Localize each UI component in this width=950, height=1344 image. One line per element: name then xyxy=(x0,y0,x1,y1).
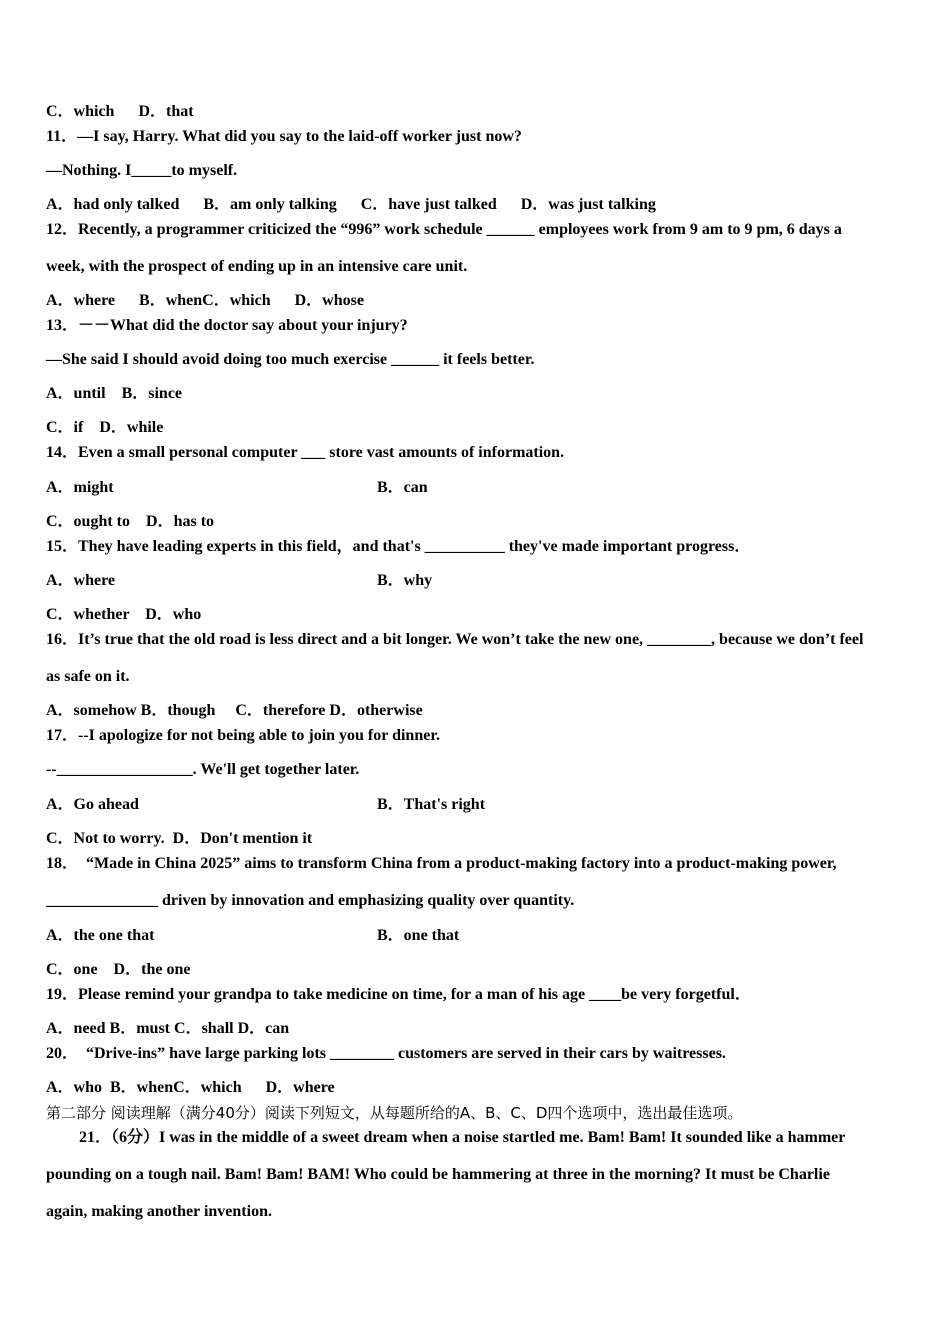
q13-options-cd: C．if D．while xyxy=(46,419,164,436)
q13-options-ab: A．until B．since xyxy=(46,385,183,402)
q16-question-cont: as safe on it. xyxy=(46,668,130,685)
q11-answer-line: —Nothing. I_____to myself. xyxy=(46,162,238,179)
q18-option-a: A．the one that xyxy=(46,927,155,944)
q16-question: 16．It’s true that the old road is less direct and a bit longer. We won’t take the new one, ________, because we don’t feel xyxy=(46,631,864,648)
q15-options-cd: C．whether D．who xyxy=(46,606,202,623)
q18-option-b: B．one that xyxy=(377,927,460,944)
q17-option-b: B．That's right xyxy=(377,796,486,813)
q19-question: 19．Please remind your grandpa to take medicine on time, for a man of his age ____be very forgetful． xyxy=(46,986,751,1003)
q12-question: 12．Recently, a programmer criticized the “996” work schedule ______ employees work from 9 am to 9 pm, 6 days a xyxy=(46,221,842,238)
q15-option-b: B．why xyxy=(377,572,433,589)
q15-question: 15．They have leading experts in this field，and that's __________ they've made important progress． xyxy=(46,538,751,555)
q10-options-cd: C．which D．that xyxy=(46,103,194,120)
q14-options-cd: C．ought to D．has to xyxy=(46,513,215,530)
q20-question: 20． “Drive-ins” have large parking lots ________ customers are served in their cars by waitresses. xyxy=(46,1045,726,1062)
q13-answer-line: —She said I should avoid doing too much exercise ______ it feels better. xyxy=(46,351,535,368)
q11-options: A．had only talked B．am only talking C．have just talked D．was just talking xyxy=(46,196,656,213)
q12-options: A．where B．whenC．which D．whose xyxy=(46,292,364,309)
q13-question: 13．－－What did the doctor say about your injury? xyxy=(46,317,408,334)
passage-line: again, making another invention. xyxy=(46,1203,272,1220)
q18-question: 18． “Made in China 2025” aims to transform China from a product-making factory into a product-making power, xyxy=(46,855,837,872)
q18-options-cd: C．one D．the one xyxy=(46,961,191,978)
q15-option-a: A．where xyxy=(46,572,116,589)
q14-question: 14．Even a small personal computer ___ store vast amounts of information. xyxy=(46,444,565,461)
section-heading: 第二部分 阅读理解（满分40分）阅读下列短文，从每题所给的A、B、C、D四个选项中，选出最佳选项。 xyxy=(46,1104,743,1122)
passage-line: 21．（6分）I was in the middle of a sweet dream when a noise startled me. Bam! Bam! It sounded like a hammer xyxy=(79,1129,846,1146)
q19-options: A．need B．must C．shall D．can xyxy=(46,1020,290,1037)
q11-question: 11．—I say, Harry. What did you say to the laid-off worker just now? xyxy=(46,128,522,145)
q20-options: A．who B．whenC．which D．where xyxy=(46,1079,335,1096)
q14-option-b: B．can xyxy=(377,479,428,496)
q17-options-cd: C．Not to worry. D．Don't mention it xyxy=(46,830,313,847)
passage-line: pounding on a tough nail. Bam! Bam! BAM! Who could be hammering at three in the morning? It must be Charlie xyxy=(46,1166,830,1183)
q17-answer-line: --_________________. We'll get together later. xyxy=(46,761,360,778)
q18-question-cont: ______________ driven by innovation and emphasizing quality over quantity. xyxy=(46,892,575,909)
q17-option-a: A．Go ahead xyxy=(46,796,139,813)
q17-question: 17．--I apologize for not being able to join you for dinner. xyxy=(46,727,440,744)
q14-option-a: A．might xyxy=(46,479,114,496)
q12-question-cont: week, with the prospect of ending up in an intensive care unit. xyxy=(46,258,468,275)
q16-options: A．somehow B．though C．therefore D．otherwise xyxy=(46,702,423,719)
